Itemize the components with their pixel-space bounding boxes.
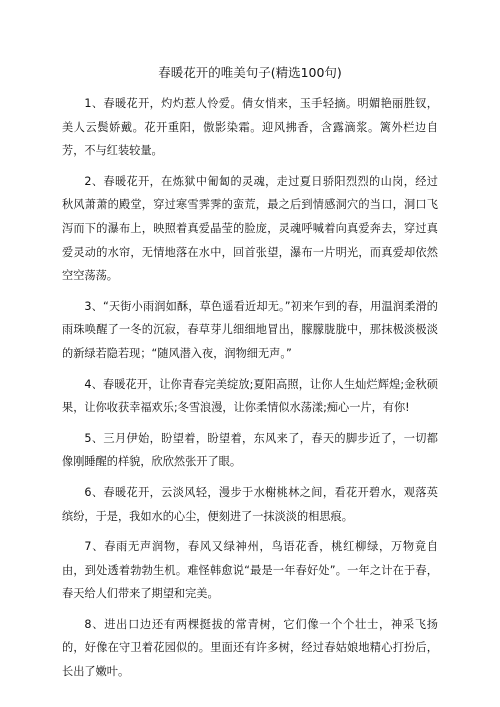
paragraph-5: 5、三月伊始，盼望着，盼望着，东风来了，春天的脚步近了，一切都像刚睡醒的样貌，欣欣然张开了眼。 — [62, 431, 438, 469]
paragraph-3: 3、“天街小雨润如酥，草色遥看近却无。”初来乍到的春，用温润柔滑的雨珠唤醒了一冬的沉寂，春草芽儿细细地冒出，朦朦胧胧中，那抹极淡极淡的新绿若隐若现；“随风潜入夜，润物细无声。” — [62, 299, 438, 360]
document-title: 春暖花开的唯美句子(精选100句) — [158, 65, 342, 80]
paragraph-6: 6、春暖花开，云淡风轻，漫步于水榭桃林之间，看花开碧水，观落英缤纷，于是，我如水的心尘，便刻进了一抹淡淡的相思痕。 — [62, 485, 438, 523]
paragraph-1: 1、春暖花开，灼灼惹人怜爱。倩女悄来，玉手轻摘。明媚艳丽胜钗，美人云鬓娇戴。花开重阳，傲影染霜。迎风拂香，含露滴浆。篱外栏边自芳，不与红装较量。 — [62, 97, 438, 158]
paragraph-4: 4、春暖花开，让你青春完美绽放;夏阳高照，让你人生灿烂辉煌;金秋硕果，让你收获幸福欢乐;冬雪浪漫，让你柔情似水荡漾;痴心一片，有你! — [62, 377, 438, 415]
paragraph-7: 7、春雨无声润物，春风又绿神州，鸟语花香，桃红柳绿，万物竟自由，到处透着勃勃生机。难怪韩愈说“最是一年春好处”。一年之计在于春，春天给人们带来了期望和完美。 — [62, 540, 438, 601]
paragraph-2: 2、春暖花开，在炼狱中匍匐的灵魂，走过夏日骄阳烈烈的山岗，经过秋风萧萧的殿堂，穿过寒雪霁霁的蛮荒，最之后到情感洞穴的当口，洞口飞泻而下的瀑布上，映照着真爱晶莹的脸庞，灵魂呼喊着向真爱奔去，穿过真爱灵动的水帘，无情地落在水中，回首张望，瀑布一片明光，而真爱却依然空空荡荡。 — [62, 174, 438, 283]
paragraph-8: 8、进出口边还有两棵挺拔的常青树，它们像一个个壮士，神采飞扬的，好像在守卫着花园似的。里面还有许多树，经过春姑娘地精心打扮后，长出了嫩叶。 — [62, 617, 438, 679]
